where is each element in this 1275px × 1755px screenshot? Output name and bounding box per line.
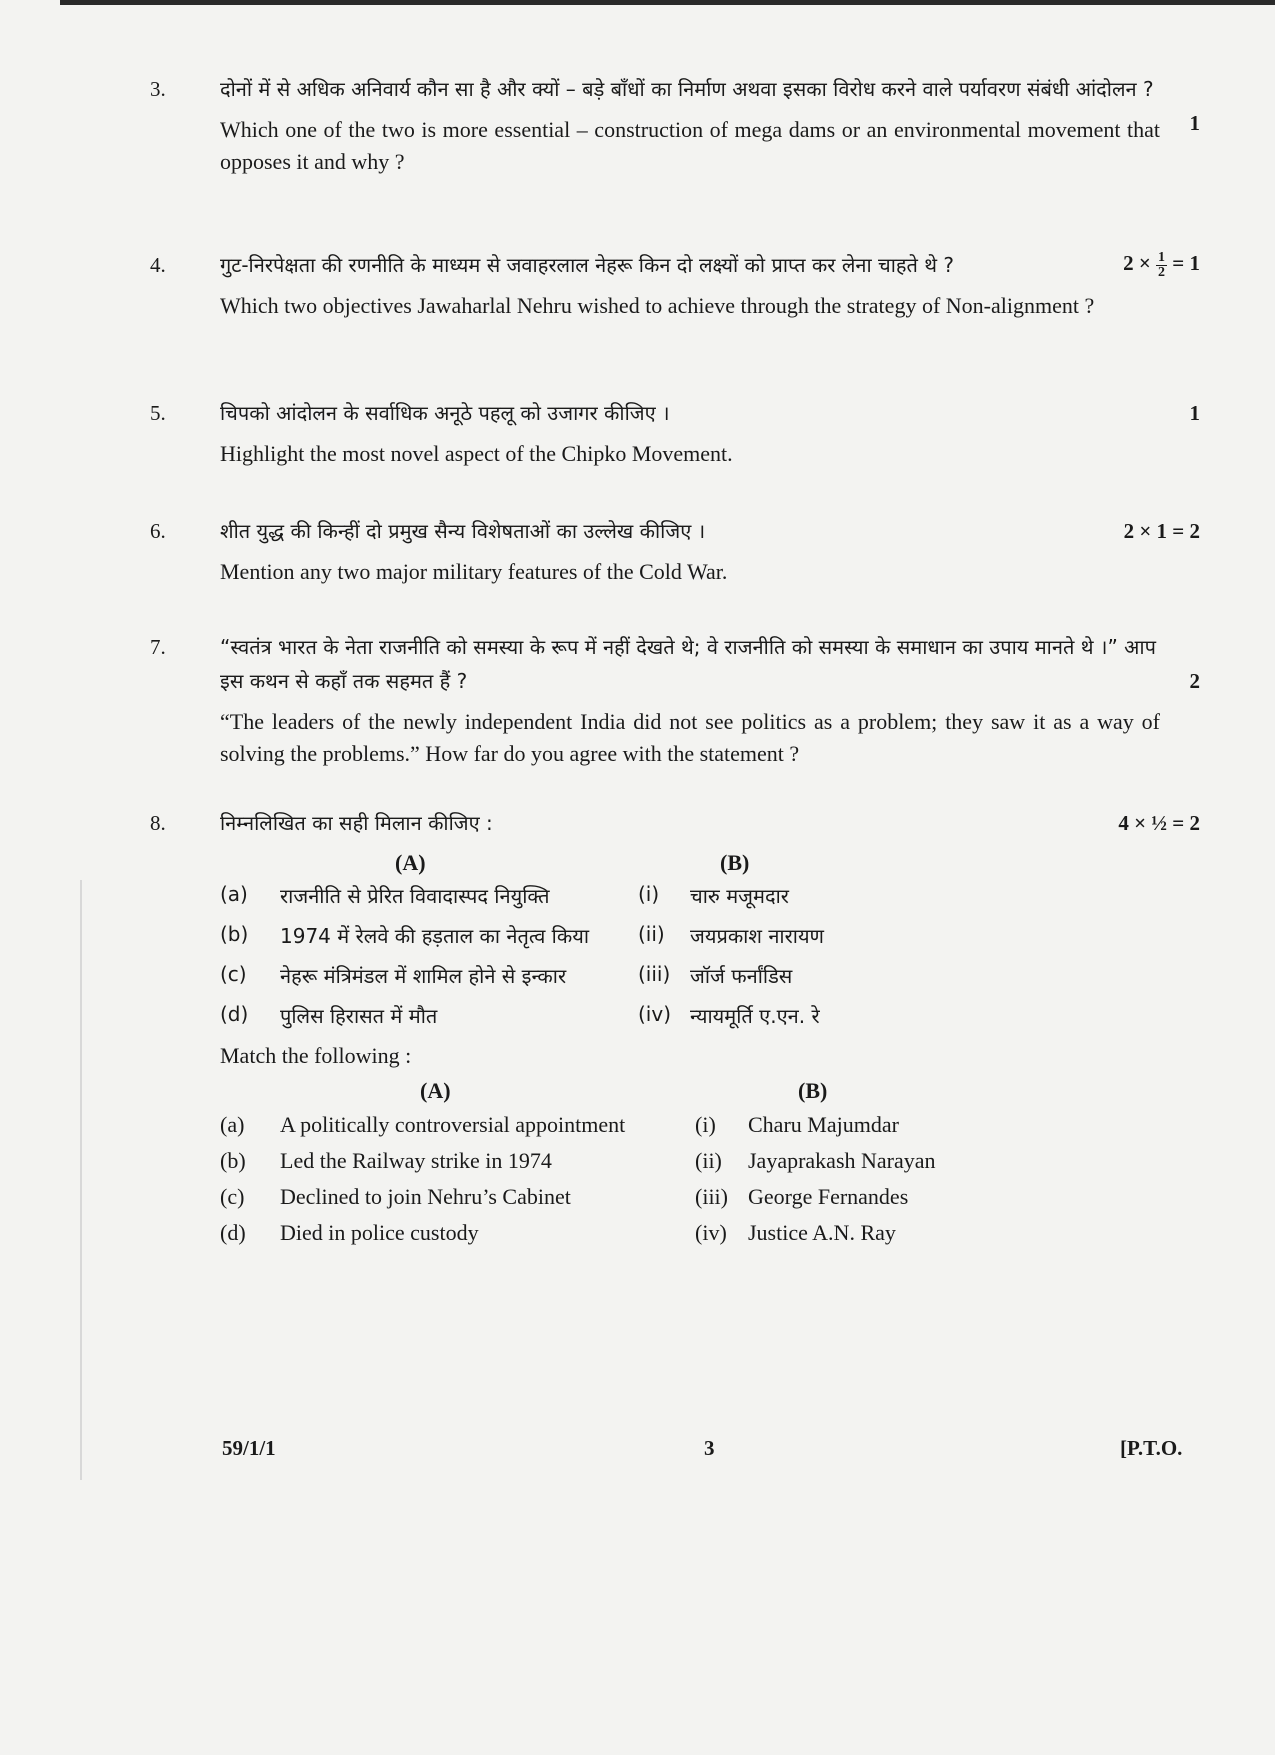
question-6 (150, 514, 1200, 588)
match-instruction-english (220, 1040, 1160, 1072)
match-row (220, 962, 1160, 996)
column-b-item: जयप्रकाश नारायण (690, 924, 825, 948)
question-english: Highlight the most novel aspect of the Chipko Movement. (220, 441, 733, 466)
column-b-item: Charu Majumdar (748, 1112, 899, 1137)
match-row (220, 882, 1160, 916)
match-row (220, 922, 1160, 956)
question-number: 5. (150, 401, 166, 425)
row-label: (d) (220, 1220, 246, 1245)
row-label: (b) (220, 922, 249, 946)
column-b-item: Justice A.N. Ray (748, 1220, 896, 1245)
match-row (220, 1220, 1160, 1254)
column-a-item: A politically controversial appointment (280, 1112, 626, 1137)
question-number: 8. (150, 811, 166, 835)
question-4 (150, 248, 1200, 322)
column-a-item: Led the Railway strike in 1974 (280, 1148, 552, 1173)
row-label: (d) (220, 1002, 249, 1026)
column-b-heading: (B) (720, 850, 750, 875)
question-number: 6. (150, 519, 166, 543)
match-row (220, 1148, 1160, 1182)
question-english: Which two objectives Jawaharlal Nehru wished to achieve through the strategy of Non-alignment ? (220, 293, 1095, 318)
row-roman-numeral: (ii) (695, 1148, 722, 1173)
question-marks: 2 (1189, 669, 1200, 693)
question-marks: 1 (1189, 401, 1200, 425)
question-marks: 2 × $\frac{1}{2}$ = 1 (1123, 249, 1200, 280)
match-row (220, 1002, 1160, 1036)
column-a-item: 1974 में रेलवे की हड़ताल का नेतृत्व किया (280, 924, 590, 948)
scan-edge (60, 0, 1275, 5)
question-english: Which one of the two is more essential – construction of mega dams or an environmental movement that opposes it and why ? (220, 117, 1160, 174)
column-b-item: न्यायमूर्ति ए.एन. रे (690, 1004, 820, 1028)
row-roman-numeral: (ii) (638, 922, 665, 946)
row-roman-numeral: (iii) (638, 962, 671, 986)
row-label: (c) (220, 962, 247, 986)
row-roman-numeral: (iii) (695, 1184, 728, 1209)
column-a-item: राजनीति से प्रेरित विवादास्पद नियुक्ति (280, 884, 550, 908)
question-8 (150, 806, 1200, 840)
question-number: 7. (150, 635, 166, 659)
question-english: “The leaders of the newly independent India did not see politics as a problem; they saw it as a way of solving the problems.” How far do you agree with the statement ? (220, 709, 1160, 766)
paper-code: 59/1/1 (222, 1436, 276, 1460)
row-label: (c) (220, 1184, 245, 1209)
question-hindi: चिपको आंदोलन के सर्वाधिक अनूठे पहलू को उजागर कीजिए । (220, 401, 670, 425)
question-marks: 2 × 1 = 2 (1123, 519, 1200, 543)
question-hindi: शीत युद्ध की किन्हीं दो प्रमुख सैन्य विशेषताओं का उल्लेख कीजिए । (220, 519, 706, 543)
row-roman-numeral: (iv) (695, 1220, 727, 1245)
page-number: 3 (704, 1436, 715, 1460)
column-b-heading: (B) (798, 1078, 828, 1103)
column-b-item: George Fernandes (748, 1184, 909, 1209)
question-7 (150, 630, 1200, 770)
question-english: Mention any two major military features of the Cold War. (220, 559, 728, 584)
question-marks: 4 × ½ = 2 (1118, 811, 1200, 835)
column-a-heading: (A) (420, 1078, 451, 1103)
column-a-item: पुलिस हिरासत में मौत (280, 1004, 438, 1028)
column-b-item: Jayaprakash Narayan (748, 1148, 936, 1173)
row-roman-numeral: (i) (695, 1112, 716, 1137)
column-a-heading: (A) (395, 850, 426, 875)
question-marks: 1 (1189, 111, 1200, 135)
question-english: Match the following : (220, 1043, 412, 1068)
question-3 (150, 72, 1200, 178)
question-hindi: निम्नलिखित का सही मिलान कीजिए : (220, 811, 493, 835)
column-b-item: चारु मजूमदार (690, 884, 789, 908)
scan-margin-line (80, 880, 82, 1480)
question-hindi: गुट-निरपेक्षता की रणनीति के माध्यम से जवाहरलाल नेहरू किन दो लक्ष्यों को प्राप्त कर लेना चाहते थे ? (220, 253, 955, 277)
row-roman-numeral: (iv) (638, 1002, 671, 1026)
match-row (220, 1184, 1160, 1218)
column-b-item: जॉर्ज फर्नांडिस (690, 964, 793, 988)
question-hindi: “स्वतंत्र भारत के नेता राजनीति को समस्या के रूप में नहीं देखते थे; वे राजनीति को समस्या के समाधान का उपाय मानते थे ।” आप इस कथन से कहाँ तक सहमत हैं ? (220, 635, 1156, 693)
row-label: (a) (220, 882, 248, 906)
row-label: (b) (220, 1148, 246, 1173)
row-roman-numeral: (i) (638, 882, 660, 906)
column-a-item: Declined to join Nehru’s Cabinet (280, 1184, 571, 1209)
row-label: (a) (220, 1112, 245, 1137)
match-row (220, 1112, 1160, 1146)
column-a-item: नेहरू मंत्रिमंडल में शामिल होने से इन्कार (280, 964, 567, 988)
pto-note: [P.T.O. (1120, 1436, 1183, 1460)
column-a-item: Died in police custody (280, 1220, 479, 1245)
question-number: 3. (150, 77, 166, 101)
question-hindi: दोनों में से अधिक अनिवार्य कौन सा है और क्यों – बड़े बाँधों का निर्माण अथवा इसका विरोध करने वाले पर्यावरण संबंधी आंदोलन ? (220, 77, 1154, 101)
question-5 (150, 396, 1200, 470)
question-number: 4. (150, 253, 166, 277)
